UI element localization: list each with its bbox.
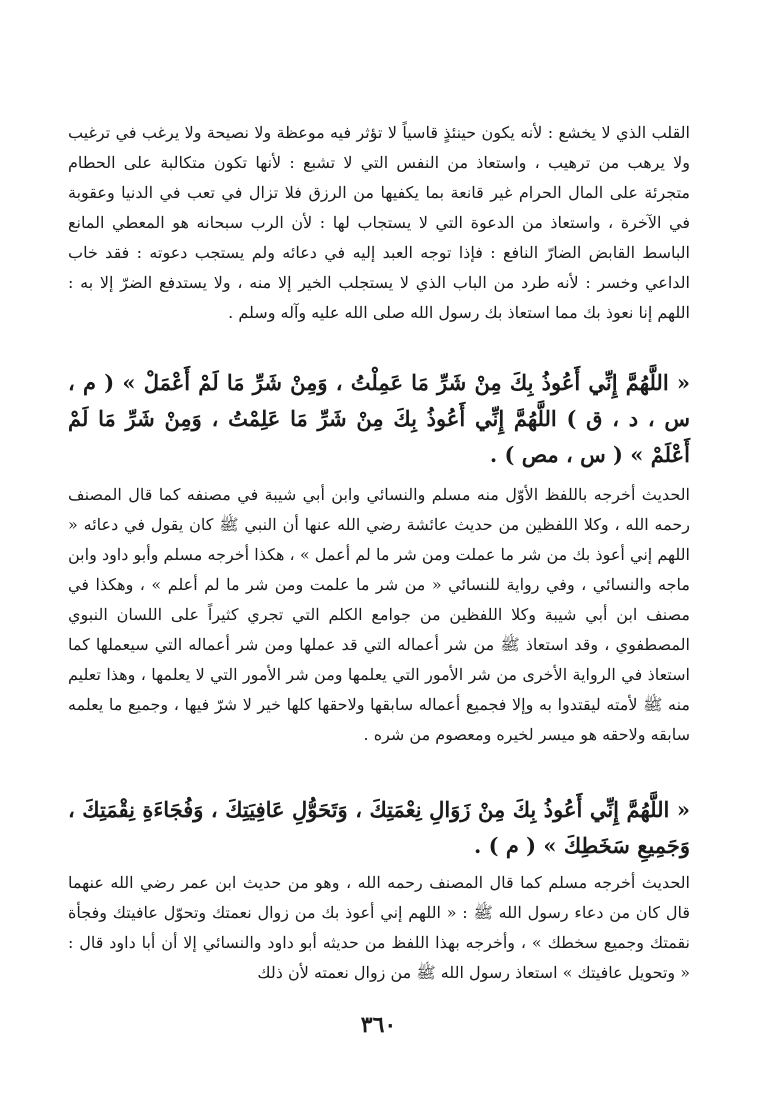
supplication-reference-1: ( س ، مص ) . — [489, 442, 631, 467]
page-number: ٣٦٠ — [360, 1012, 397, 1038]
supplication-text-2: « اللَّهُمَّ إِنِّي أَعُوذُ بِكَ مِنْ زَوَالِ نِعْمَتِكَ ، وَتَحَوُّلِ عَافِيَتِكَ ، وَفُجَاءَةِ نِقْمَتِكَ ، وَجَمِيعِ سَخَطِكَ » — [68, 797, 690, 858]
hadith-supplication-2 — [68, 792, 690, 864]
hadith-supplication-1 — [68, 365, 690, 473]
supplication-text-1: « اللَّهُمَّ إِنِّي أَعُوذُ بِكَ مِنْ شَرِّ مَا عَمِلْتُ ، وَمِنْ شَرِّ مَا لَمْ أَعْمَلْ » ( م ، س ، د ، ق ) اللَّهُمَّ إِنِّي أَعُوذُ بِكَ مِنْ شَرِّ مَا عَلِمْتُ ، وَمِنْ شَرِّ مَا لَمْ أَعْلَمْ » — [68, 370, 690, 467]
commentary-paragraph-3: الحديث أخرجه مسلم كما قال المصنف رحمه الله ، وهو من حديث ابن عمر رضي الله عنهما قال كان من دعاء رسول الله ﷺ : « اللهم إني أعوذ بك من زوال نعمتك وتحوّل عافيتك وفجأة نقمتك وجميع سخطك » ، وأخرجه بهذا اللفظ من حديثه أبو داود والنسائي إلا أن أبا داود قال : « وتحويل عافيتك » استعاذ رسول الله ﷺ من زوال نعمته لأن ذلك — [68, 873, 690, 982]
supplication-reference-2: ( م ) . — [473, 833, 544, 858]
commentary-paragraph-1: القلب الذي لا يخشع : لأنه يكون حينئذٍ قاسياً لا تؤثر فيه موعظة ولا نصيحة ولا يرغب في ترغيب ولا يرهب من ترهيب ، واستعاذ من النفس التي لا تشبع : لأنها تكون متكالبة على الحطام متجرئة على المال الحرام غير قانعة بما يكفيها من الرزق فلا تزال في تعب في الدنيا وعقوبة في الآخرة ، واستعاذ من الدعوة التي لا يستجاب لها : لأن الرب سبحانه هو المعطي المانع الباسط القابض الضارّ النافع : فإذا توجه العبد إليه في دعائه ولم يستجب دعوته : فقد خاب الداعي وخسر : لأنه طرد من الباب الذي لا يستجلب الخير إلا منه ، ولا يستدفع الضرّ إلا به : اللهم إنا نعوذ بك مما استعاذ بك رسول الله صلى الله عليه وآله وسلم . — [68, 123, 690, 322]
commentary-paragraph-2: الحديث أخرجه باللفظ الأوّل منه مسلم والنسائي وابن أبي شيبة في مصنفه كما قال المصنف رحمه الله ، وكلا اللفظين من حديث عائشة رضي الله عنها أن النبي ﷺ كان يقول في دعائه « اللهم إني أعوذ بك من شر ما عملت ومن شر ما لم أعمل » ، هكذا أخرجه مسلم وأبو داود وابن ماجه والنسائي ، وفي رواية للنسائي « من شر ما علمت ومن شر ما لم أعلم » ، وهكذا في مصنف ابن أبي شيبة وكلا اللفظين من جوامع الكلم التي تجري كثيراً على اللسان النبوي المصطفوي ، وقد استعاذ ﷺ من شر أعماله التي قد عملها ومن شر أعماله التي سيعملها كما استعاذ في الرواية الأخرى من شر الأمور التي يعلمها ومن شر الأمور التي لا يعلمها ، وهذا تعليم منه ﷺ لأمته ليقتدوا به وإلا فجميع أعماله سابقها ولاحقها كلها خير لا شرّ فيها ، وجميع ما يعلمه سابقه ولاحقه هو ميسر لخيره ومعصوم من شره . — [68, 485, 691, 744]
